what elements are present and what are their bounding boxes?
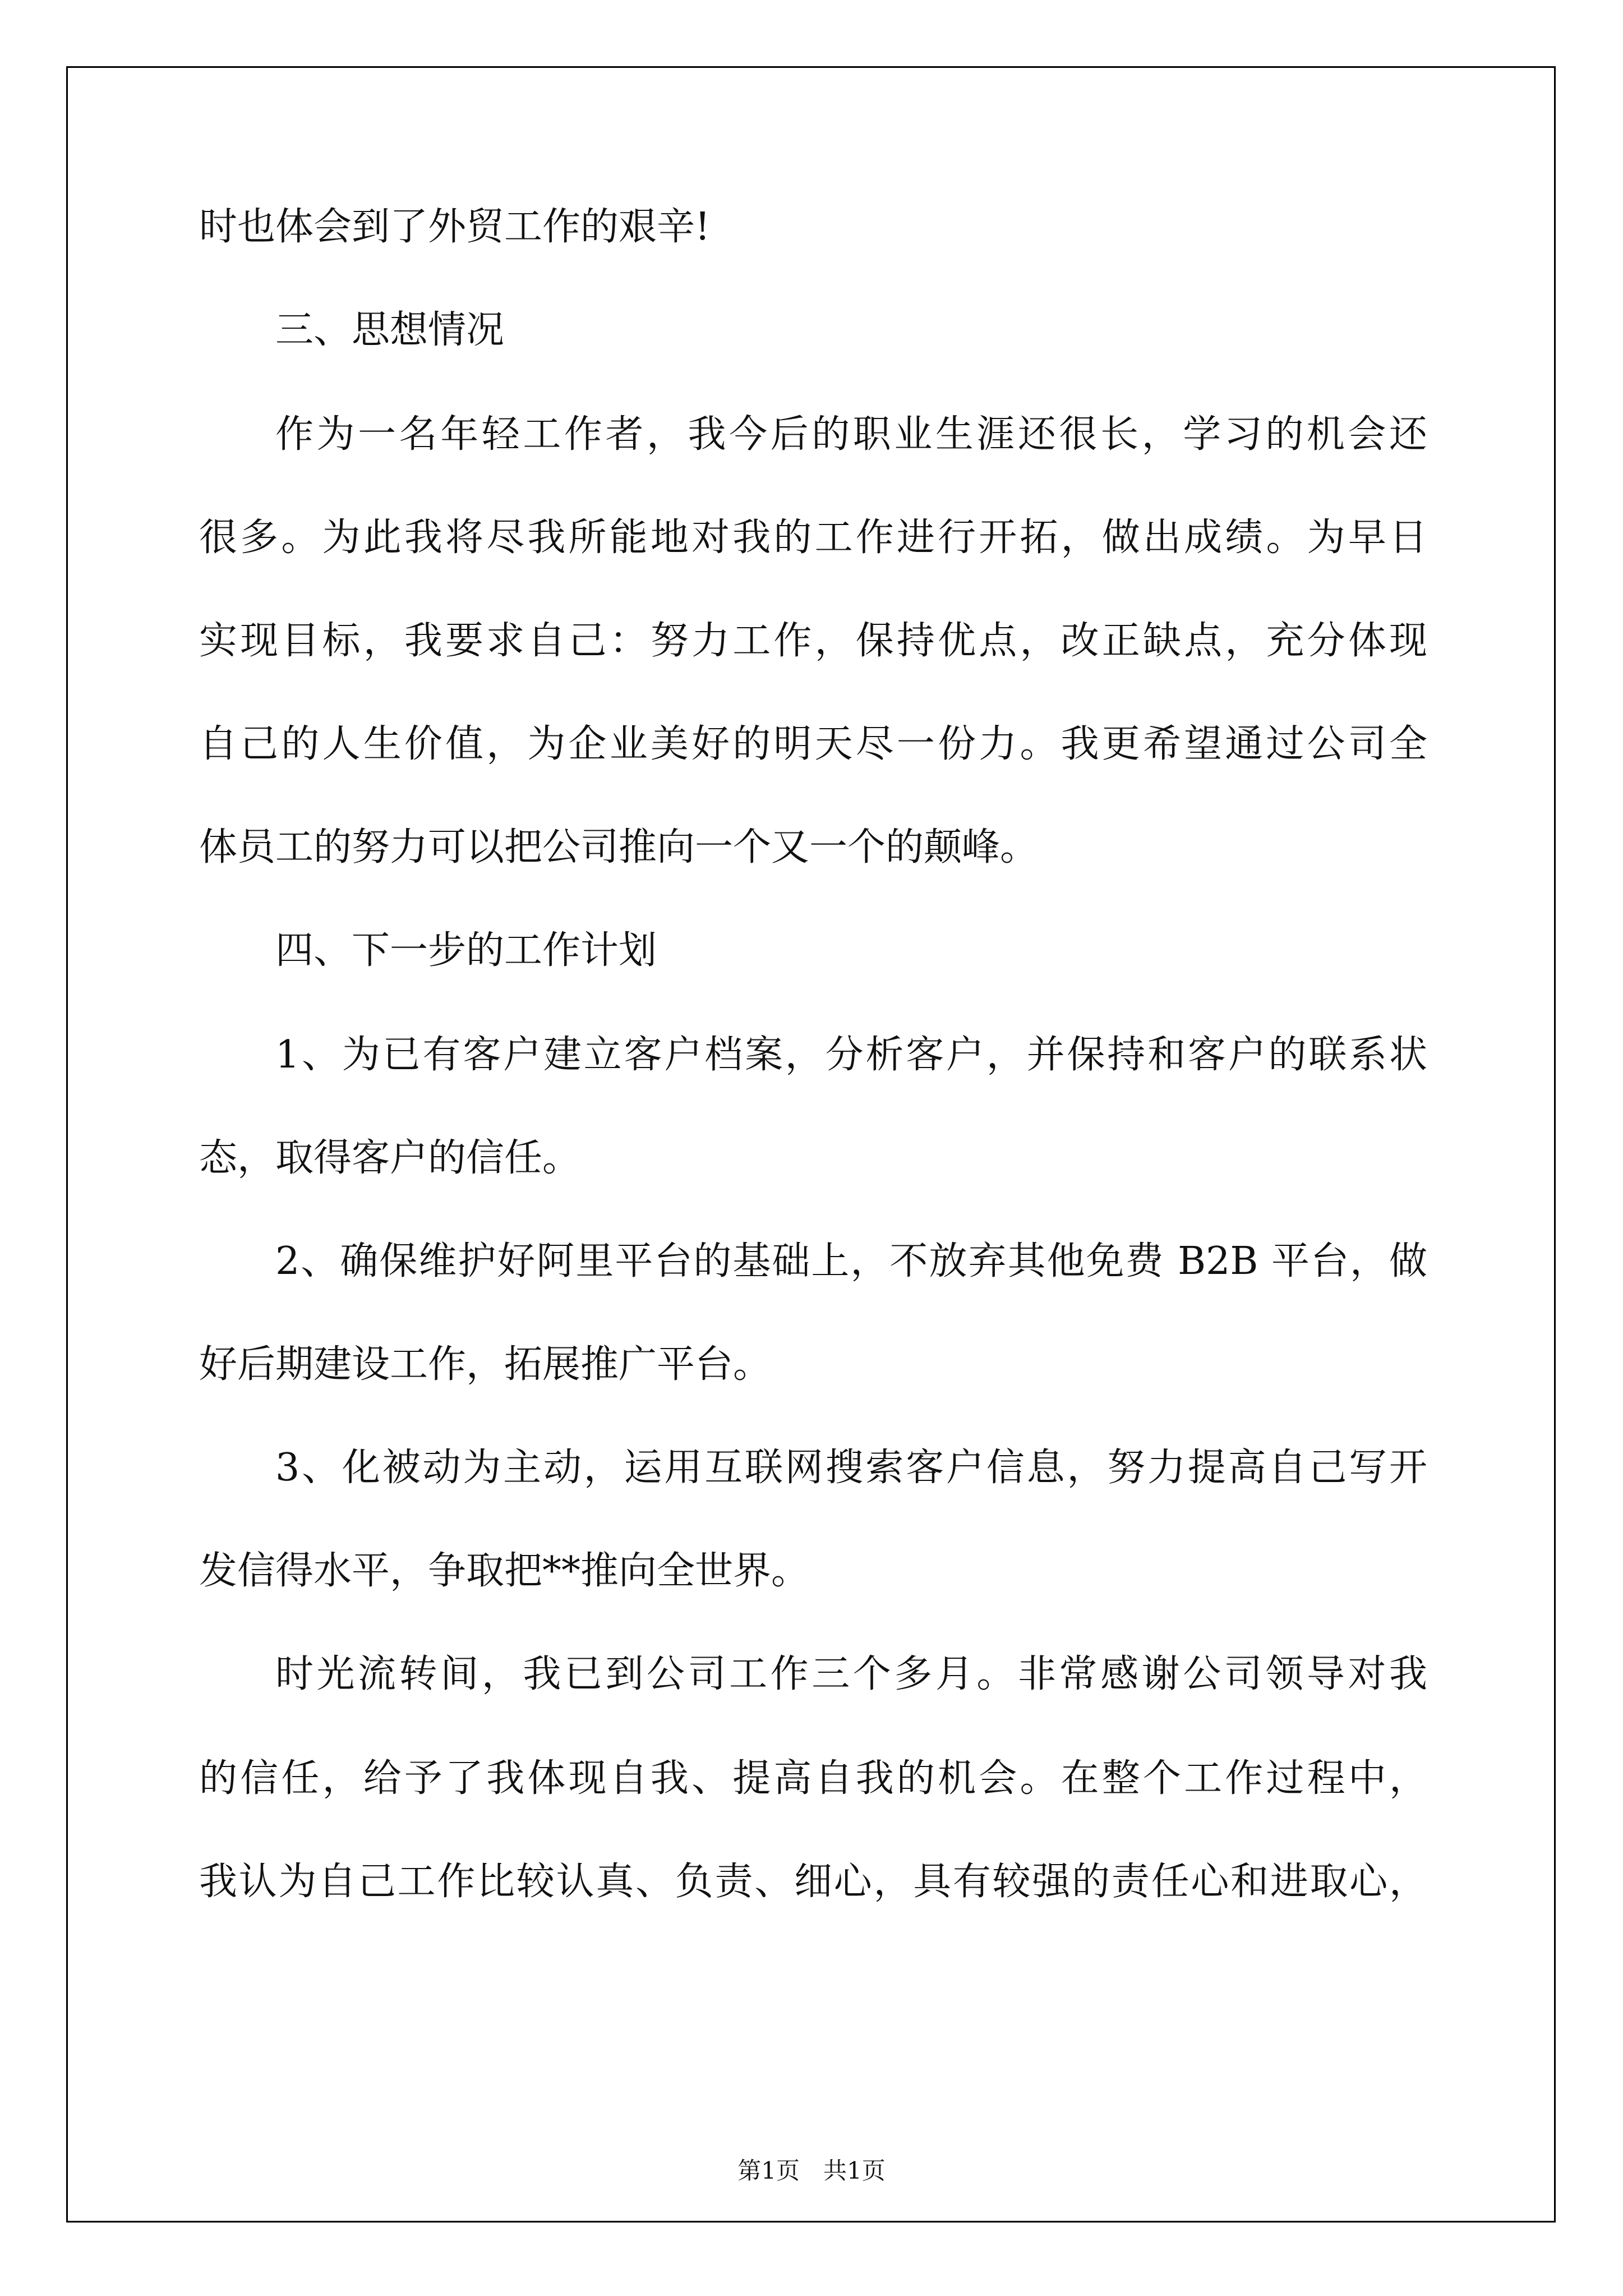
- section-heading: 三、思想情况: [275, 308, 505, 352]
- text-line: 时也体会到了外贸工作的艰辛!: [199, 205, 711, 249]
- text-line: 自己的人生价值，为企业美好的明天尽一份力。我更希望通过公司全: [199, 722, 1427, 766]
- section-heading: 四、下一步的工作计划: [275, 928, 657, 973]
- text-line: 的信任，给予了我体现自我、提高自我的机会。在整个工作过程中，: [199, 1756, 1427, 1801]
- text-line: 作为一名年轻工作者，我今后的职业生涯还很长，学习的机会还: [275, 412, 1427, 457]
- page-footer: 第1页 共1页: [737, 2157, 886, 2184]
- text-line: 态，取得客户的信任。: [199, 1136, 581, 1180]
- text-line: 我认为自己工作比较认真、负责、细心，具有较强的责任心和进取心，: [199, 1860, 1427, 1904]
- text-line: 好后期建设工作，拓展推广平台。: [199, 1342, 772, 1387]
- text-line: 很多。为此我将尽我所能地对我的工作进行开拓，做出成绩。为早日: [199, 516, 1427, 560]
- text-line: 实现目标，我要求自己：努力工作，保持优点，改正缺点，充分体现: [199, 619, 1427, 663]
- text-line: 发信得水平，争取把**推向全世界。: [199, 1549, 810, 1593]
- text-line: 2、确保维护好阿里平台的基础上，不放弃其他免费 B2B 平台，做: [275, 1239, 1427, 1283]
- text-line: 3、化被动为主动，运用互联网搜索客户信息，努力提高自己写开: [275, 1446, 1427, 1490]
- text-line: 体员工的努力可以把公司推向一个又一个的颠峰。: [199, 825, 1039, 869]
- text-line: 时光流转间，我已到公司工作三个多月。非常感谢公司领导对我: [275, 1652, 1427, 1696]
- text-line: 1、为已有客户建立客户档案，分析客户，并保持和客户的联系状: [275, 1033, 1427, 1077]
